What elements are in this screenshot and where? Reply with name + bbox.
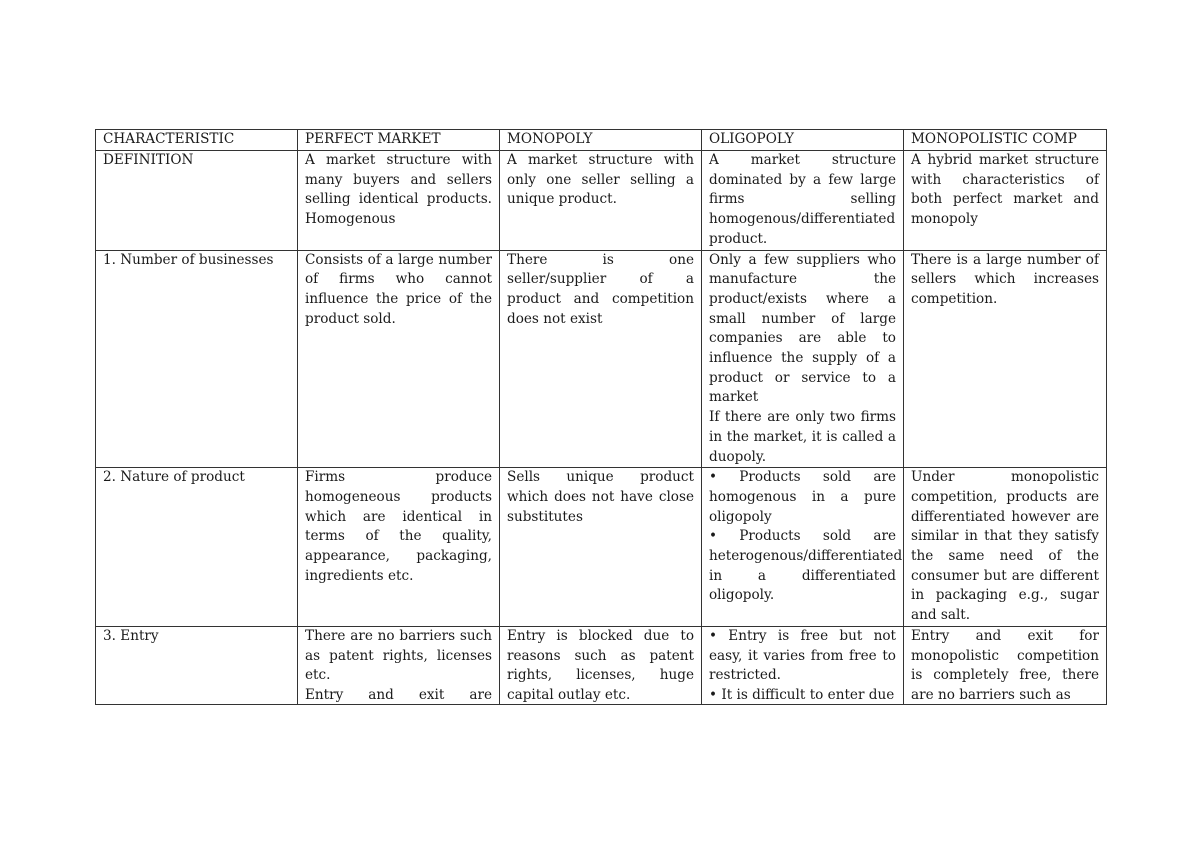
- cell-perfect-market: Consists of a large number of firms who cannot influence the price of the product sold.: [298, 250, 500, 468]
- cell-oligopoly: [702, 468, 904, 627]
- table-row: [96, 250, 1107, 468]
- cell-perfect-market: Firms produce homogeneous products which are identical in terms of the quality, appearance, packaging, ingredients etc.: [298, 468, 500, 627]
- cell-monopolistic-comp: [904, 626, 1107, 704]
- table-row: [96, 626, 1107, 704]
- cell-bullet: • It is difficult to enter due: [709, 686, 895, 703]
- cell-monopolistic-comp: There is a large number of sellers which increases competition.: [904, 250, 1107, 468]
- cell-clip: [709, 627, 896, 704]
- cell-oligopoly: [702, 250, 904, 468]
- cell-clip: 3. Entry: [103, 627, 159, 644]
- cell-paragraph: Entry and exit are: [305, 686, 492, 703]
- cell-oligopoly: A market structure dominated by a few large firms selling homogenous/differentiated product.: [702, 151, 904, 251]
- cell-monopolistic-comp: Under monopolistic competition, products are differentiated however are similar in that they satisfy the same need of the consumer but are different in packaging e.g., sugar and salt.: [904, 468, 1107, 627]
- cell-monopoly: There is one seller/supplier of a product and competition does not exist: [500, 250, 702, 468]
- cell-bullet: • Entry is free but not easy, it varies from free to restricted.: [709, 627, 896, 684]
- cell-monopoly: [500, 626, 702, 704]
- cell-perfect-market: A market structure with many buyers and sellers selling identical products. Homogenous: [298, 151, 500, 251]
- cell-paragraph: There are no barriers such as patent rights, licenses etc.: [305, 627, 492, 684]
- row-characteristic: 2. Nature of product: [96, 468, 298, 627]
- cell-paragraph: If there are only two firms in the market, it is called a duopoly.: [709, 409, 896, 465]
- cell-clip: [305, 627, 492, 704]
- cell-clip: Entry is blocked due to reasons such as patent rights, licenses, huge capital outlay etc.: [507, 627, 694, 703]
- cell-bullet: • Products sold are heterogenous/differentiated in a differentiated oligopoly.: [709, 528, 903, 604]
- cell-bullet: • Products sold are homogenous in a pure oligopoly: [709, 469, 896, 525]
- table-header-row: [96, 130, 1107, 151]
- header-perfect-market: PERFECT MARKET: [298, 130, 500, 151]
- header-monopoly: MONOPOLY: [500, 130, 702, 151]
- cell-oligopoly: [702, 626, 904, 704]
- cell-clip: Entry and exit for monopolistic competition is completely free, there are no barriers such as: [911, 627, 1099, 703]
- cell-monopoly: Sells unique product which does not have close substitutes: [500, 468, 702, 627]
- cell-monopolistic-comp: A hybrid market structure with characteristics of both perfect market and monopoly: [904, 151, 1107, 251]
- header-oligopoly: OLIGOPOLY: [702, 130, 904, 151]
- table-row: [96, 468, 1107, 627]
- header-monopolistic-comp: MONOPOLISTIC COMP: [904, 130, 1107, 151]
- header-characteristic: CHARACTERISTIC: [96, 130, 298, 151]
- row-characteristic: [96, 626, 298, 704]
- cell-monopoly: A market structure with only one seller selling a unique product.: [500, 151, 702, 251]
- cell-paragraph: Only a few suppliers who manufacture the product/exists where a small number of large companies are able to influence the supply of a product or service to a market: [709, 251, 896, 406]
- row-characteristic: DEFINITION: [96, 151, 298, 251]
- row-characteristic: 1. Number of businesses: [96, 250, 298, 468]
- market-structures-table: [95, 129, 1107, 705]
- cell-perfect-market: [298, 626, 500, 704]
- table-row: [96, 151, 1107, 251]
